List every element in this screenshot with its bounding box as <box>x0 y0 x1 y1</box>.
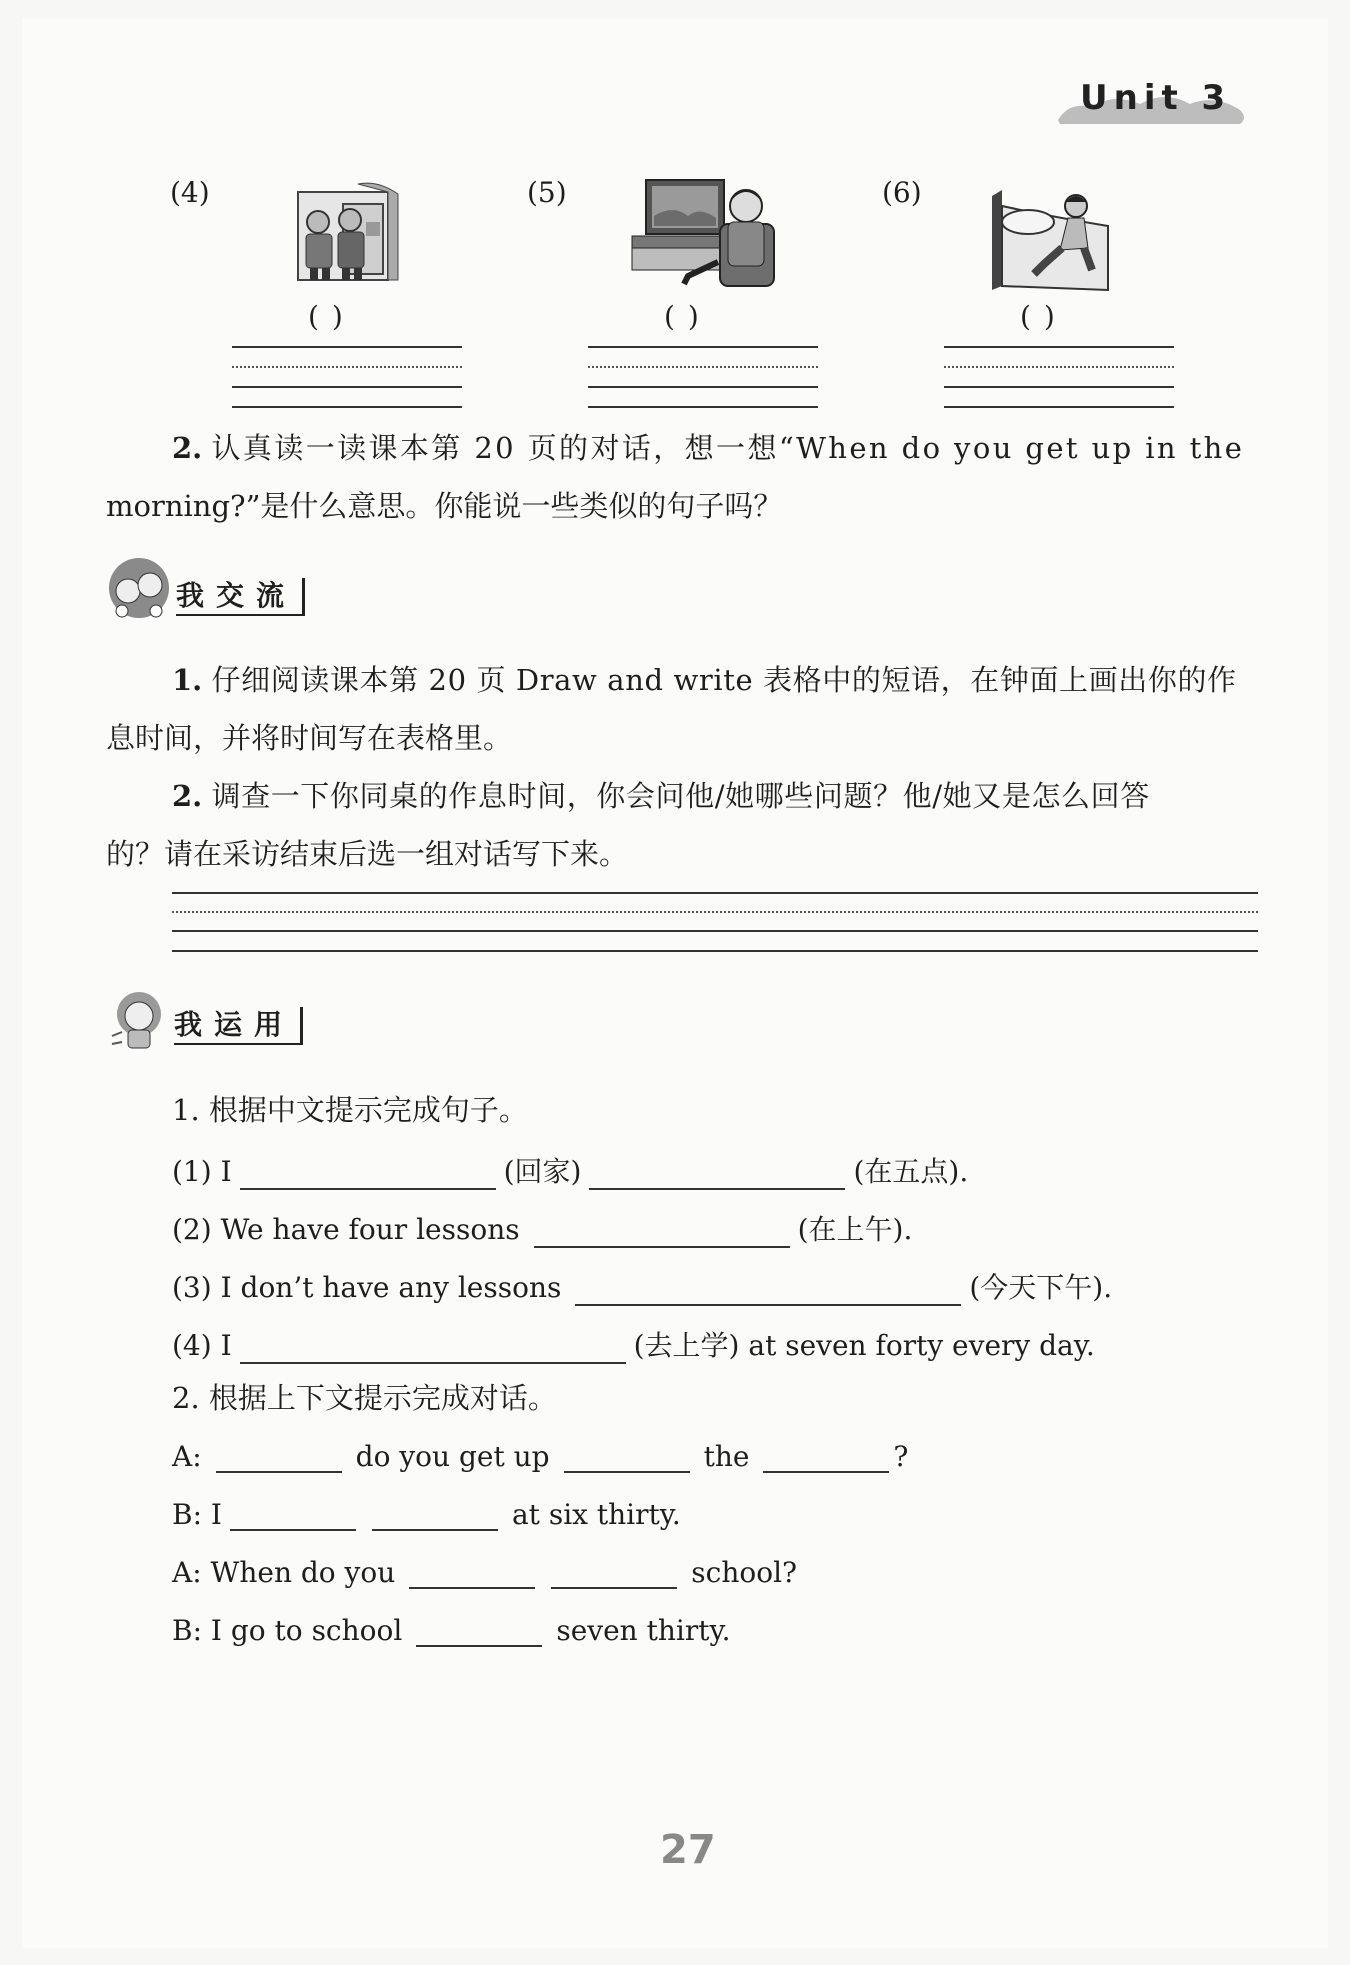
speaker: A: <box>172 1440 202 1473</box>
question-number: 2. <box>172 779 203 813</box>
think-question-2-cont: morning?”是什么意思。你能说一些类似的句子吗？ <box>106 489 783 523</box>
section-apply-header <box>108 986 303 1052</box>
exchange-question-2-cont: 的？请在采访结束后选一组对话写下来。 <box>106 837 629 871</box>
girl-mascot-icon <box>108 986 170 1052</box>
speaker: A: When do you <box>172 1556 396 1589</box>
chinese-hint: (今天下午). <box>969 1271 1113 1304</box>
exchange-question-2 <box>172 776 1150 816</box>
dialogue-text: at six thirty. <box>511 1498 681 1531</box>
question-text: 仔细阅读课本第 20 页 Draw and write 表格中的短语，在钟面上画出你的作 <box>211 663 1237 697</box>
think-question-2 <box>172 428 1262 468</box>
blank-input[interactable] <box>763 1441 889 1473</box>
picture-number-6: (6) <box>882 176 922 209</box>
apply-question-2-heading: 2. 根据上下文提示完成对话。 <box>172 1381 557 1415</box>
chinese-hint: (在上午). <box>797 1213 913 1246</box>
exchange-question-1 <box>172 660 1237 700</box>
chinese-hint: (回家) <box>503 1155 582 1188</box>
sentence-prefix: (3) I don’t have any lessons <box>172 1271 562 1304</box>
dialogue-text: the <box>703 1440 750 1473</box>
sentence-3 <box>172 1266 1112 1306</box>
picture-number-5: (5) <box>527 176 567 209</box>
blank-input[interactable] <box>589 1158 845 1190</box>
kids-mascot-icon <box>106 555 172 621</box>
sentence-prefix: (2) We have four lessons <box>172 1213 520 1246</box>
apply-question-1-heading: 1. 根据中文提示完成句子。 <box>172 1093 528 1127</box>
blank-input[interactable] <box>534 1216 790 1248</box>
blank-input[interactable] <box>240 1158 496 1190</box>
blank-input[interactable] <box>551 1557 677 1589</box>
section-exchange-title: 我交流 <box>176 578 305 616</box>
chinese-hint: (去上学) at seven forty every day. <box>633 1329 1095 1362</box>
speaker: B: I go to school <box>172 1614 403 1647</box>
blank-input[interactable] <box>372 1499 498 1531</box>
section-exchange-header <box>106 555 305 621</box>
blank-input[interactable] <box>230 1499 356 1531</box>
blank-input[interactable] <box>575 1274 961 1306</box>
question-number: 1. <box>172 663 203 697</box>
dialogue-line-1 <box>172 1440 908 1473</box>
answer-bracket-5[interactable]: ( ) <box>664 300 701 333</box>
question-text: 调查一下你同桌的作息时间，你会问他/她哪些问题？他/她又是怎么回答 <box>211 779 1150 813</box>
blank-input[interactable] <box>564 1441 690 1473</box>
blank-input[interactable] <box>409 1557 535 1589</box>
blank-input[interactable] <box>416 1615 542 1647</box>
sentence-4 <box>172 1324 1095 1364</box>
sentence-1 <box>172 1150 968 1190</box>
dialogue-text: seven thirty. <box>556 1614 731 1647</box>
sentence-prefix: (4) I <box>172 1329 232 1362</box>
dialogue-text: school? <box>691 1556 798 1589</box>
blank-input[interactable] <box>216 1441 342 1473</box>
chinese-hint: (在五点). <box>853 1155 969 1188</box>
dialogue-line-4 <box>172 1614 730 1647</box>
section-apply-title: 我运用 <box>174 1007 303 1045</box>
speaker: B: I <box>172 1498 222 1531</box>
question-text: 认真读一读课本第 20 页的对话，想一想“When do you get up in the <box>211 431 1245 465</box>
blank-input[interactable] <box>240 1332 626 1364</box>
dialogue-text: ? <box>893 1440 909 1473</box>
exchange-question-1-cont: 息时间，并将时间写在表格里。 <box>106 721 513 755</box>
child-getting-out-of-bed-icon <box>988 186 1118 296</box>
person-watching-tv-icon <box>628 176 778 291</box>
question-number: 2. <box>172 431 203 465</box>
dialogue-line-3 <box>172 1556 797 1589</box>
dialogue-line-2 <box>172 1498 681 1531</box>
answer-bracket-6[interactable]: ( ) <box>1020 300 1057 333</box>
unit-banner <box>1050 78 1250 128</box>
two-children-at-door-icon <box>288 182 410 282</box>
sentence-prefix: (1) I <box>172 1155 232 1188</box>
unit-label: Unit 3 <box>1080 78 1232 118</box>
sentence-2 <box>172 1208 912 1248</box>
page-number: 27 <box>660 1827 716 1873</box>
dialogue-text: do you get up <box>355 1440 550 1473</box>
answer-bracket-4[interactable]: ( ) <box>308 300 345 333</box>
picture-number-4: (4) <box>170 176 210 209</box>
